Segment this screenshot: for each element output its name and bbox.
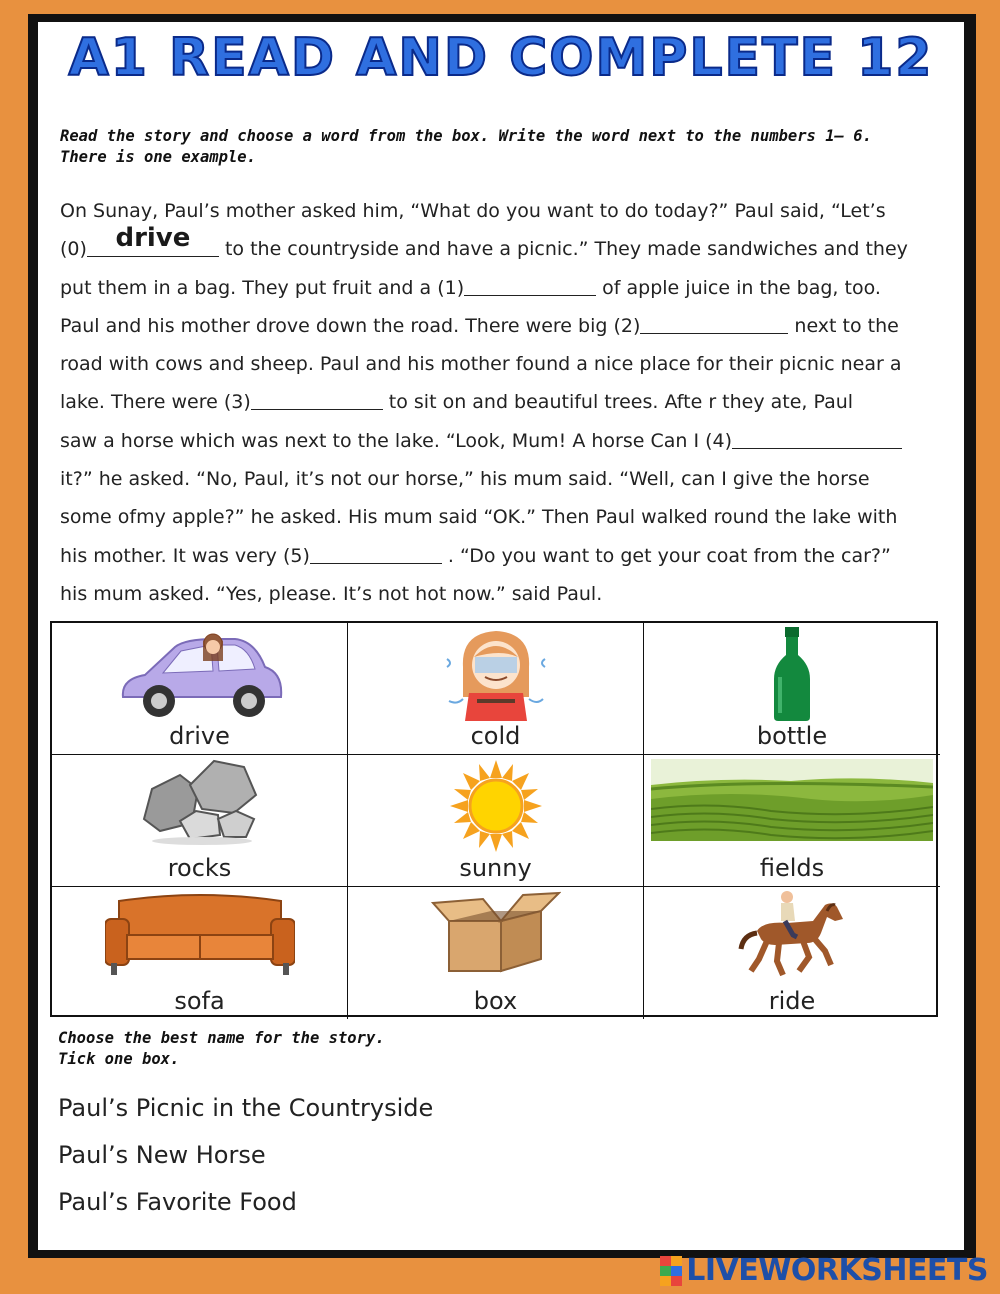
word-label: ride [768,987,816,1015]
question-line: Tick one box. [58,1050,180,1068]
story-text-segment: Paul and his mother drove down the road. There were big (2) [60,314,641,337]
sun-icon [448,759,544,853]
option-picnic[interactable]: Paul’s Picnic in the Countryside [58,1094,434,1122]
story-text-segment: it?” he asked. “No, Paul, it’s not our horse,” his mum said. “Well, can I give the horse [60,468,870,491]
story-text-segment: some ofmy apple?” he asked. His mum said “OK.” Then Paul walked round the lake with [60,506,898,529]
story-text-segment: (0) [60,238,87,261]
story-text-segment: to the countryside and have a picnic.” They made sandwiches and they [218,238,908,261]
word-label: drive [169,722,230,750]
word-label: box [473,987,518,1015]
story-line [60,575,950,613]
car-icon [115,627,285,721]
question-line: Choose the best name for the story. [58,1029,385,1047]
story-text-segment: saw a horse which was next to the lake. “Look, Mum! A horse Can I (4) [60,429,733,452]
page-title: A1 READ AND COMPLETE 12 [68,28,934,88]
word-label: rocks [167,854,232,882]
story-line [60,460,950,498]
word-label: sofa [174,987,225,1015]
story-text-segment: his mother. It was very (5) [60,544,310,567]
word-box-cell [52,887,348,1019]
sofa-icon [105,891,295,977]
liveworksheets-logo-icon [660,1256,682,1286]
word-box-cell [644,887,940,1019]
word-box-cell [644,755,940,887]
story-line [60,269,950,307]
word-label: sunny [459,854,532,882]
word-box [50,621,938,1017]
story-line [60,498,950,536]
title-question [58,1028,385,1070]
word-label: fields [759,854,825,882]
instructions [60,126,940,168]
fields-icon [651,759,933,841]
word-label: bottle [756,722,828,750]
story-text-segment: road with cows and sheep. Paul and his mother found a nice place for their picnic near a [60,353,902,376]
story-text-segment: of apple juice in the bag, too. [596,276,881,299]
option-new-horse[interactable]: Paul’s New Horse [58,1141,266,1169]
horse-rider-icon [737,891,847,977]
blank-2-input[interactable] [640,308,788,334]
word-label: cold [470,722,521,750]
story-text-segment: . “Do you want to get your coat from the car?” [441,544,891,567]
instruction-line: Read the story and choose a word from the box. Write the word next to the numbers 1– 6. [60,127,872,145]
story-line [60,383,950,421]
liveworksheets-brand [660,1253,988,1288]
story-text-segment: next to the [788,314,899,337]
blank-3-input[interactable] [251,384,383,410]
word-box-cell [348,887,644,1019]
rocks-icon [140,759,260,845]
blank-1-input[interactable] [464,270,596,296]
story-line [60,537,950,575]
story-text-segment: lake. There were (3) [60,391,251,414]
blank-4-input[interactable] [732,423,902,449]
example-answer: drive [115,223,191,254]
story-line [60,345,950,383]
story-line [60,422,950,460]
word-box-cell [52,623,348,755]
bottle-icon [762,627,822,721]
word-box-cell [348,755,644,887]
option-favorite-food[interactable]: Paul’s Favorite Food [58,1188,297,1216]
box-icon [431,891,561,973]
brand-text: LIVEWORKSHEETS [686,1253,988,1288]
story-text-segment: put them in a bag. They put fruit and a (1) [60,276,465,299]
story-text-segment: On Sunay, Paul’s mother asked him, “What do you want to do today?” Paul said, “Let’s [60,200,886,222]
cold-person-icon [441,627,551,721]
story-text [60,192,950,613]
story-text-segment: to sit on and beautiful trees. Afte r they ate, Paul [382,391,854,414]
instruction-line: There is one example. [60,148,256,166]
blank-0-example [87,223,219,257]
word-box-cell [52,755,348,887]
blank-5-input[interactable] [310,538,442,564]
story-text-segment: his mum asked. “Yes, please. It’s not hot now.” said Paul. [60,582,603,605]
word-box-cell [644,623,940,755]
story-line [60,223,950,268]
story-line [60,307,950,345]
word-box-cell [348,623,644,755]
title-options [58,1094,433,1235]
